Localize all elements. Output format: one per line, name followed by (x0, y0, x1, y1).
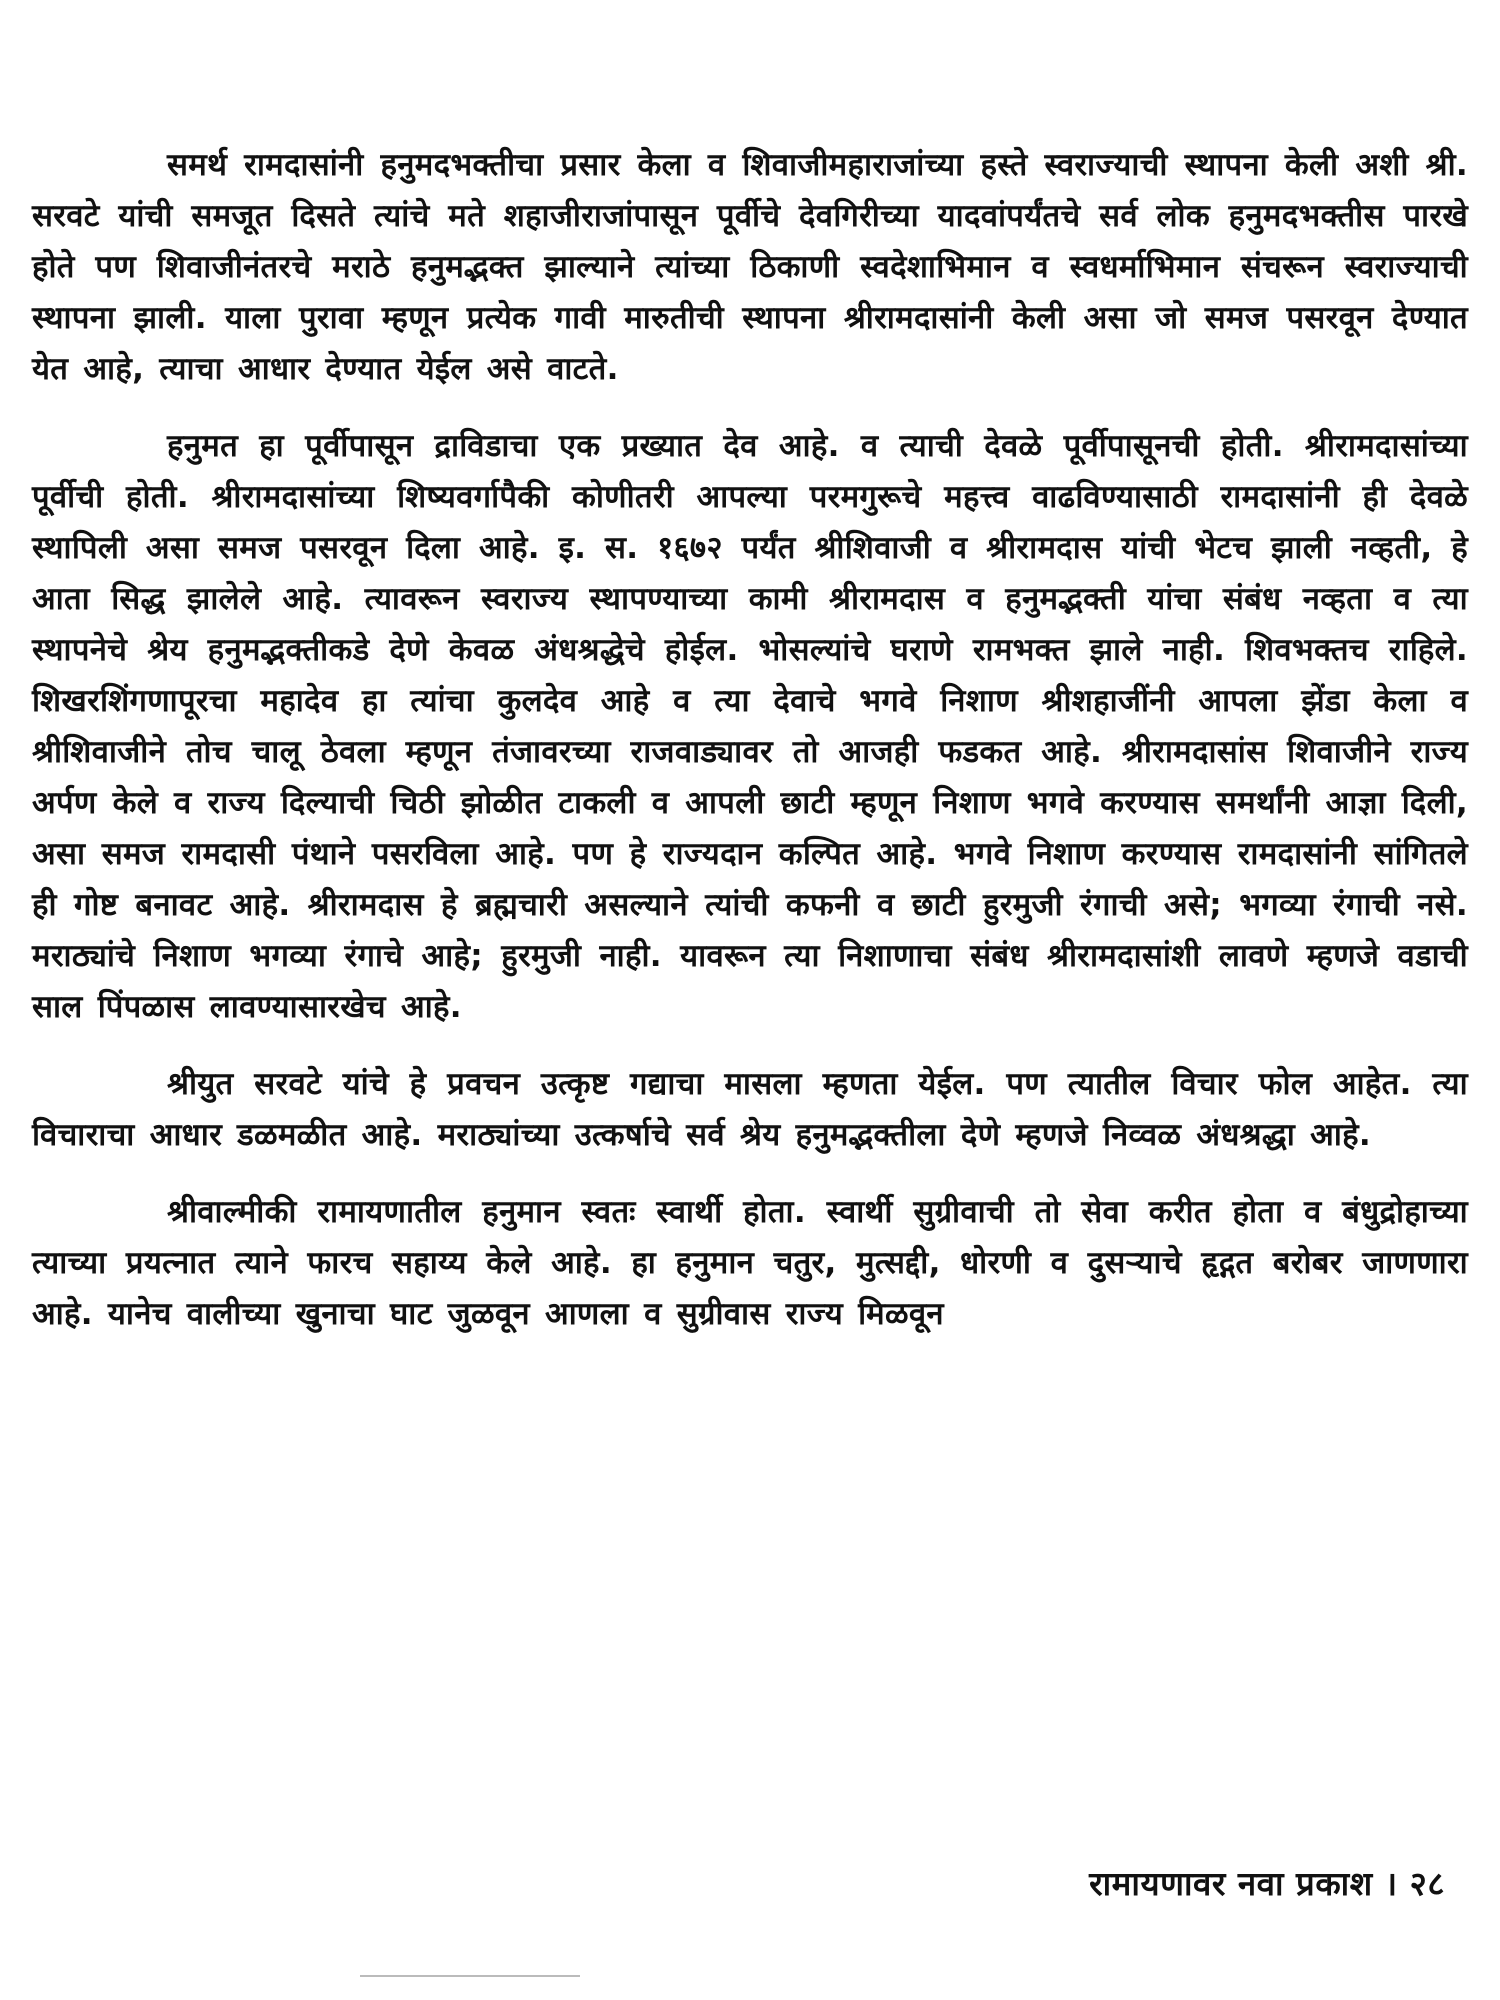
page-footer (1089, 1860, 1445, 1905)
paragraph-2: हनुमत हा पूर्वीपासून द्राविडाचा एक प्रख्यात देव आहे. व त्याची देवळे पूर्वीपासूनची होती. श्रीरामदासांच्या पूर्वीची होती. श्रीरामदासांच्या शिष्यवर्गापैकी कोणीतरी आपल्या परमगुरूचे महत्त्व वाढविण्यासाठी रामदासांनी ही देवळे स्थापिली असा समज पसरवून दिला आहे. इ. स. १६७२ पर्यंत श्रीशिवाजी व श्रीरामदास यांची भेटच झाली नव्हती, हे आता सिद्ध झालेले आहे. त्यावरून स्वराज्य स्थापण्याच्या कामी श्रीरामदास व हनुमद्भक्ती यांचा संबंध नव्हता व त्या स्थापनेचे श्रेय हनुमद्भक्तीकडे देणे केवळ अंधश्रद्धेचे होईल. भोसल्यांचे घराणे रामभक्त झाले नाही. शिवभक्तच राहिले. शिखरशिंगणापूरचा महादेव हा त्यांचा कुलदेव आहे व त्या देवाचे भगवे निशाण श्रीशहाजींनी आपला झेंडा केला व श्रीशिवाजीने तोच चालू ठेवला म्हणून तंजावरच्या राजवाड्यावर तो आजही फडकत आहे. श्रीरामदासांस शिवाजीने राज्य अर्पण केले व राज्य दिल्याची चिठी झोळीत टाकली व आपली छाटी म्हणून निशाण भगवे करण्यास समर्थांनी आज्ञा दिली, असा समज रामदासी पंथाने पसरविला आहे. पण हे राज्यदान कल्पित आहे. भगवे निशाण करण्यास रामदासांनी सांगितले ही गोष्ट बनावट आहे. श्रीरामदास हे ब्रह्मचारी असल्याने त्यांची कफनी व छाटी हुरमुजी रंगाची असे; भगव्या रंगाची नसे. मराठ्यांचे निशाण भगव्या रंगाचे आहे; हुरमुजी नाही. यावरून त्या निशाणाचा संबंध श्रीरामदासांशी लावणे म्हणजे वडाची साल पिंपळास लावण्यासारखेच आहे. (32, 428, 1468, 1025)
paragraph-1: समर्थ रामदासांनी हनुमदभक्तीचा प्रसार केला व शिवाजीमहाराजांच्या हस्ते स्वराज्याची स्थापना केली अशी श्री. सरवटे यांची समजूत दिसते त्यांचे मते शहाजीराजांपासून पूर्वीचे देवगिरीच्या यादवांपर्यंतचे सर्व लोक हनुमदभक्तीस पारखे होते पण शिवाजीनंतरचे मराठे हनुमद्भक्त झाल्याने त्यांच्या ठिकाणी स्वदेशाभिमान व स्वधर्माभिमान संचरून स्वराज्याची स्थापना झाली. याला पुरावा म्हणून प्रत्येक गावी मारुतीची स्थापना श्रीरामदासांनी केली असा जो समज पसरवून देण्यात येत आहे, त्याचा आधार देण्यात येईल असे वाटते. (32, 147, 1468, 387)
footer-separator: । (1384, 1864, 1398, 1903)
page-number: २८ (1409, 1864, 1445, 1903)
book-title: रामायणावर नवा प्रकाश (1089, 1864, 1373, 1903)
paragraph-4: श्रीवाल्मीकी रामायणातील हनुमान स्वतः स्वार्थी होता. स्वार्थी सुग्रीवाची तो सेवा करीत होता व बंधुद्रोहाच्या त्याच्या प्रयत्नात त्याने फारच सहाय्य केले आहे. हा हनुमान चतुर, मुत्सद्दी, धोरणी व दुसऱ्याचे हृद्गत बरोबर जाणणारा आहे. यानेच वालीच्या खुनाचा घाट जुळवून आणला व सुग्रीवास राज्य मिळवून (32, 1194, 1468, 1332)
paragraph-3: श्रीयुत सरवटे यांचे हे प्रवचन उत्कृष्ट गद्याचा मासला म्हणता येईल. पण त्यातील विचार फोल आहेत. त्या विचाराचा आधार डळमळीत आहे. मराठ्यांच्या उत्कर्षाचे सर्व श्रेय हनुमद्भक्तीला देणे म्हणजे निव्वळ अंधश्रद्धा आहे. (32, 1066, 1468, 1153)
scan-edge-mark (360, 1975, 580, 1977)
